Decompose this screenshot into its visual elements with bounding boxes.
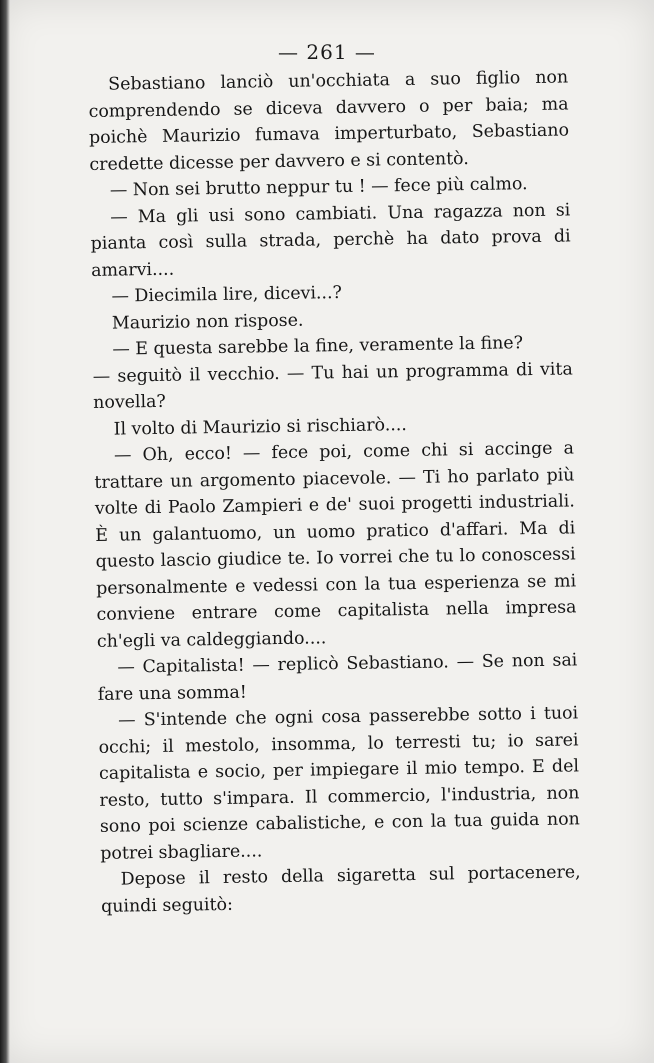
body-text xyxy=(88,64,581,919)
paragraph-11: — S'intende che ogni cosa passerebbe sotto i tuoi occhi; il mestolo, insomma, lo terresti tu; io sarei capitalista e socio, per impiegare il mio tempo. E del resto, tutto s'impara. Il commercio, l'industria, non sono poi scienze cabalistiche, e con la tua guida non potrei sbagliare.... xyxy=(98,703,580,864)
paragraph-6: — E questa sarebbe la fine, veramente la fine? xyxy=(112,333,524,360)
page-binding-shadow xyxy=(0,0,10,1063)
paragraph-5: Maurizio non rispose. xyxy=(111,310,304,334)
page-number: — 261 — xyxy=(278,40,376,64)
paragraph-7: — seguitò il vecchio. — Tu hai un programma di vita novella? xyxy=(92,358,573,413)
paragraph-4: — Diecimila lire, dicevi...? xyxy=(111,283,343,307)
paragraph-8: Il volto di Maurizio si rischiarò.... xyxy=(113,414,408,440)
paragraph-9: — Oh, ecco! — fece poi, come chi si accinge a trattare un argomento piacevole. — Ti ho parlato più volte di Paolo Zampieri e de' suoi progetti industriali. È un galantuomo, un uomo pratico d'affari. Ma di questo lascio giudice te. Io vorrei che tu lo conoscessi personalmente e vedessi con la tua esperienza se mi conviene entrare come capitalista nella impresa ch'egli va caldeggiando.... xyxy=(94,438,577,652)
paragraph-1: Sebastiano lanciò un'occhiata a suo figlio non comprendendo se diceva davvero o per baia; ma poichè Maurizio fumava imperturbato, Sebastiano credette dicesse per davvero e si contentò. xyxy=(88,67,570,175)
paragraph-2: — Non sei brutto neppur tu ! — fece più calmo. xyxy=(109,174,528,201)
paragraph-3: — Ma gli usi sono cambiati. Una ragazza non si pianta così sulla strada, perchè ha dato prova di amarvi.... xyxy=(90,199,571,281)
paragraph-12: Depose il resto della sigaretta sul portacenere, quindi seguitò: xyxy=(100,862,581,917)
paragraph-10: — Capitalista! — replicò Sebastiano. — Se non sai fare una somma! xyxy=(97,650,578,705)
